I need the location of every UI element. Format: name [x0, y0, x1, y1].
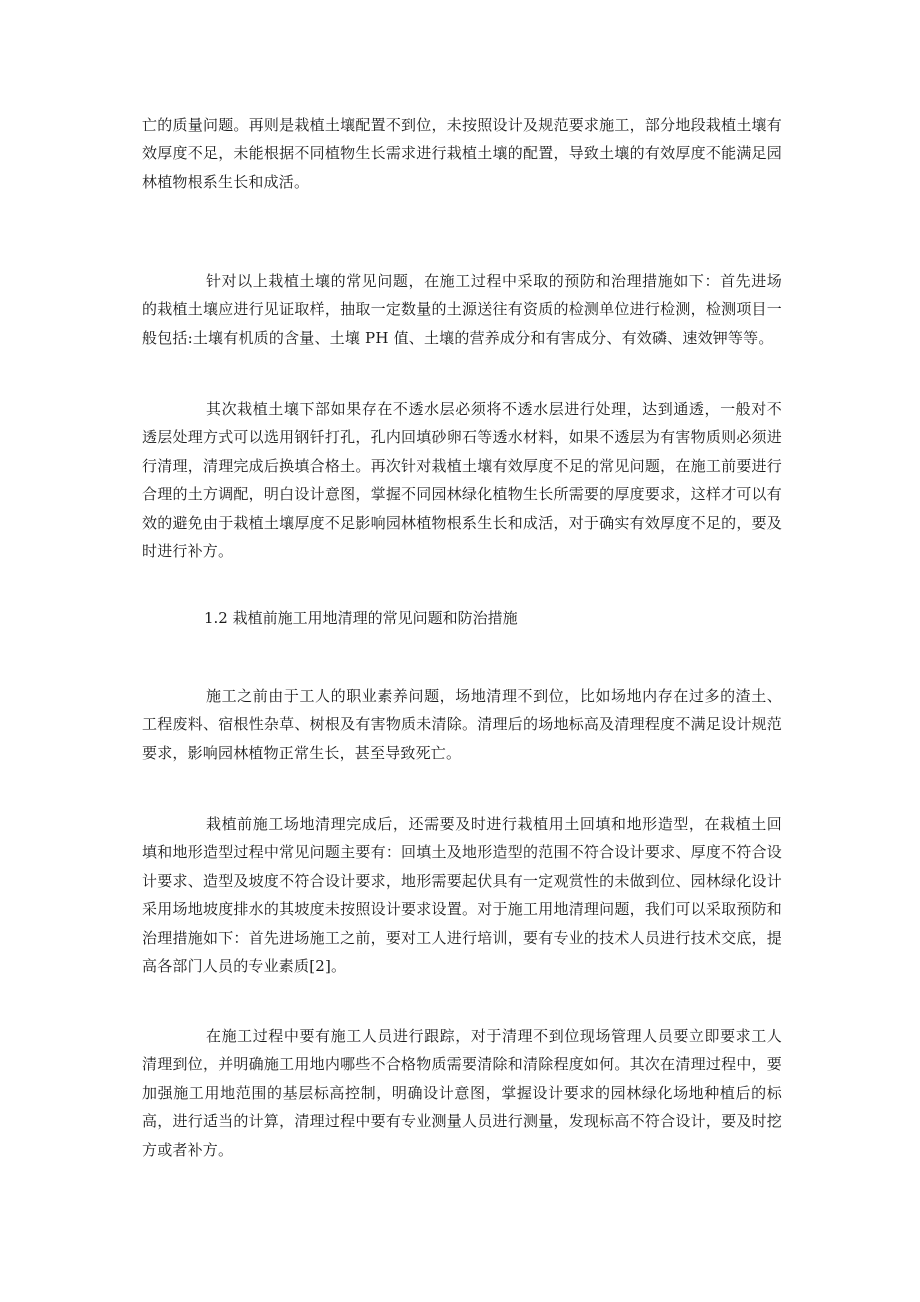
- paragraph-site-clearing-problems: 施工之前由于工人的职业素养问题，场地清理不到位，比如场地内存在过多的渣土、工程废料、宿根性杂草、树根及有害物质未清除。清理后的场地标高及清理程度不满足设计规范要求，影响园林植物正常生长，甚至导致死亡。: [142, 687, 782, 762]
- paragraph-soil-quality-issues: 亡的质量问题。再则是栽植土壤配置不到位，未按照设计及规范要求施工，部分地段栽植土壤有效厚度不足，未能根据不同植物生长需求进行栽植土壤的配置，导致土壤的有效厚度不能满足园林植物根系生长和成活。: [142, 116, 782, 191]
- paragraph-impermeable-layer-treatment: 其次栽植土壤下部如果存在不透水层必须将不透水层进行处理，达到通透，一般对不透层处理方式可以选用钢钎打孔，孔内回填砂卵石等透水材料，如果不透层为有害物质则必须进行清理，清理完成后换填合格土。再次针对栽植土壤有效厚度不足的常见问题，在施工前要进行合理的土方调配，明白设计意图，掌握不同园林绿化植物生长所需要的厚度要求，这样才可以有效的避免由于栽植土壤厚度不足影响园林植物根系生长和成活，对于确实有效厚度不足的，要及时进行补方。: [142, 400, 782, 561]
- paragraph-construction-tracking: 在施工过程中要有施工人员进行跟踪，对于清理不到位现场管理人员要立即要求工人清理到位，并明确施工用地内哪些不合格物质需要清除和清除程度如何。其次在清理过程中，要加强施工用地范围的基层标高控制，明确设计意图，掌握设计要求的园林绿化场地种植后的标高，进行适当的计算，清理过程中要有专业测量人员进行测量，发现标高不符合设计，要及时挖方或者补方。: [142, 1027, 782, 1159]
- paragraph-backfill-terrain-issues: 栽植前施工场地清理完成后，还需要及时进行栽植用土回填和地形造型，在栽植土回填和地形造型过程中常见问题主要有：回填土及地形造型的范围不符合设计要求、厚度不符合设计要求、造型及坡度不符合设计要求，地形需要起伏具有一定观赏性的未做到位、园林绿化设计采用场地坡度排水的其坡度未按照设计要求设置。对于施工用地清理问题，我们可以采取预防和治理措施如下：首先进场施工之前，要对工人进行培训，要有专业的技术人员进行技术交底，提高各部门人员的专业素质[2]。: [142, 815, 782, 976]
- section-heading-1-2: 1.2 栽植前施工用地清理的常见问题和防治措施: [204, 609, 518, 627]
- paragraph-soil-prevention-measures: 针对以上栽植土壤的常见问题，在施工过程中采取的预防和治理措施如下：首先进场的栽植土壤应进行见证取样，抽取一定数量的土源送往有资质的检测单位进行检测，检测项目一般包括:土壤有机质的含量、土壤 PH 值、土壤的营养成分和有害成分、有效磷、速效钾等等。: [142, 272, 782, 347]
